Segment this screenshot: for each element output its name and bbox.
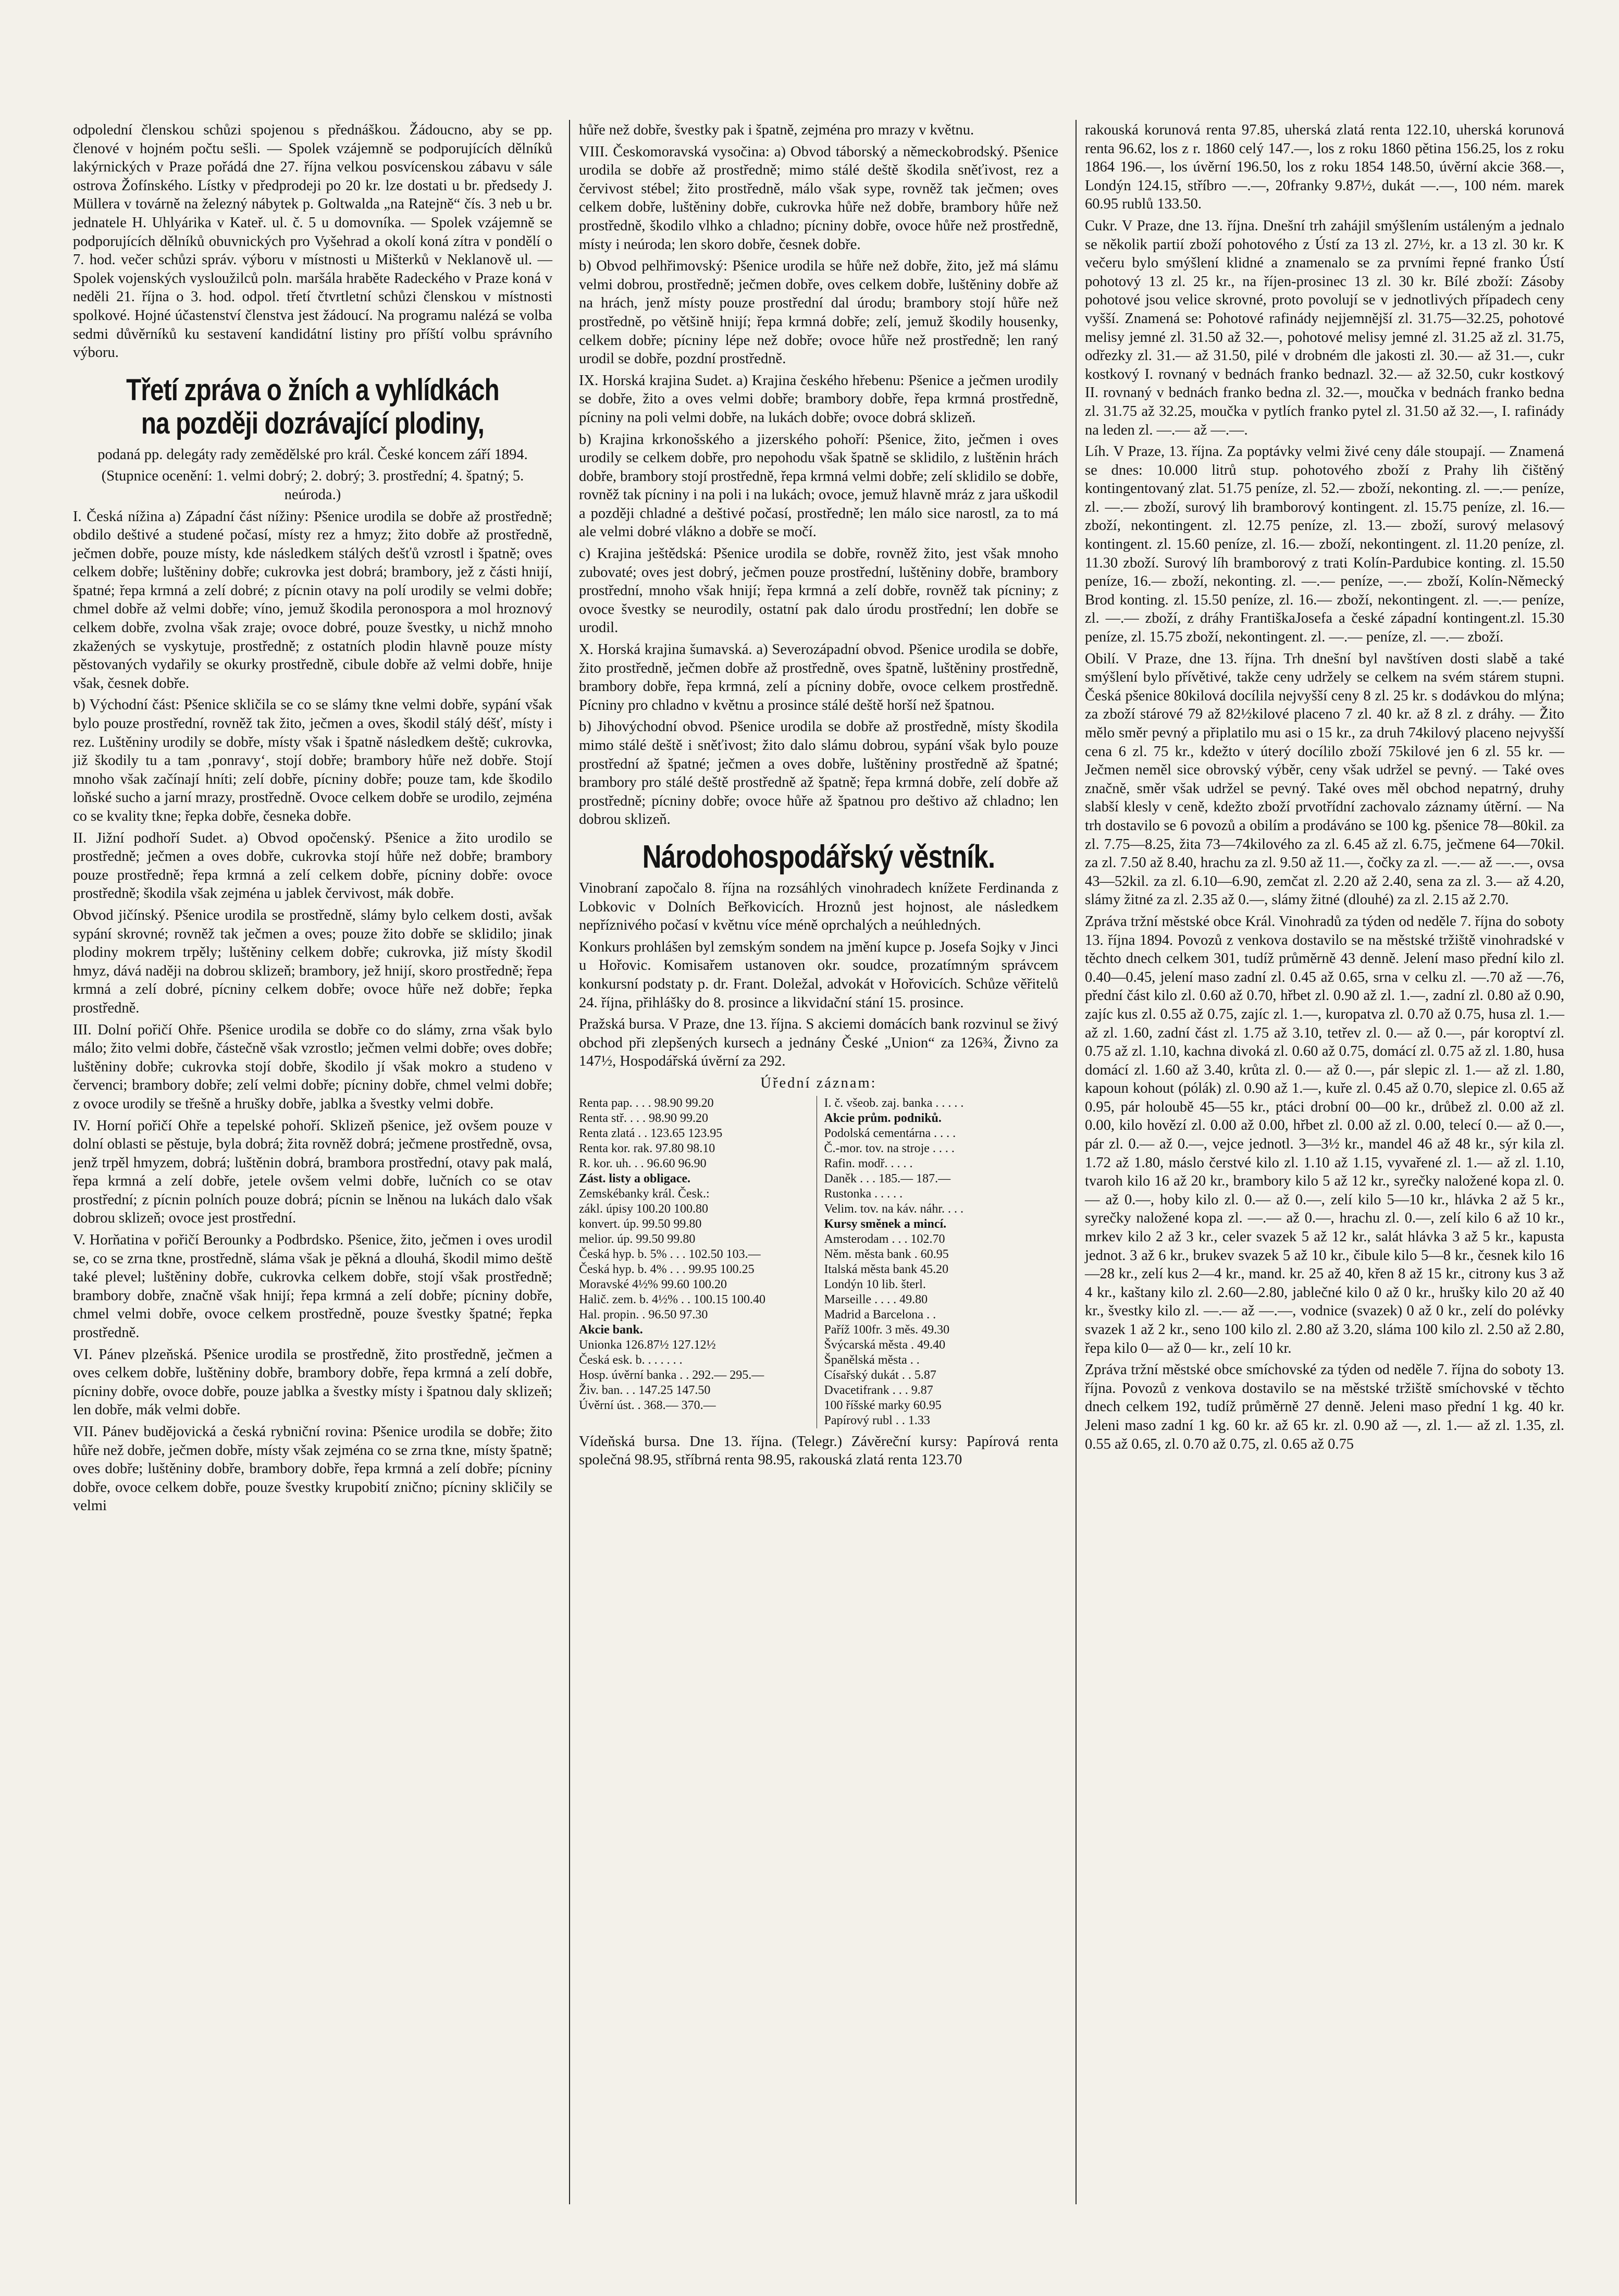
table-row: Renta stř. . . . 98.90 99.20 [579,1111,708,1125]
table-row: Zást. listy a obligace. [579,1171,690,1186]
table-row: Akcie prům. podniků. [824,1111,942,1125]
table-row: Španělská města . . [824,1353,920,1367]
market-paragraph: Líh. V Praze, 13. října. Za poptávky velmi živé ceny dále stoupají. — Znamená se dnes: 10.000 litrů stup. pohotového zboží z Prahy lih čištěný kontingentovaný zlat. 51.75 peníze, zl. 52.— zboží, nekonting. zl. —.— peníze, zl. —.— zboží, surový lih bramborový kontingent. zl. 15.75 peníze, zl. 16.— zboží, nekontingent. zl. 12.75 peníze, zl. 13.— zboží, surový melasový kontingent. zl. 15.60 peníze, zl. 16.— zboží, nekontingent. zl. 11.20 peníze, zl. 11.30 zboží. Surový líh bramborový z trati Kolín-Pardubice konting. zl. 15.50 peníze, 16.— zboží, nekonting. zl. —.— peníze, —.— zboží, Kolín-Německý Brod konting. zl. 15.50 peníze, zl. 16.— zboží, nekontingent. zl. —.— peníze, zl. —.— zboží, z dráhy FrantiškaJosefa a české západní kontingent.zl. 15.30 peníze, zl. 15.75 zboží, nekontingent. zl. —.— peníze, zl. —.— zboží. [1085,443,1564,646]
article-subhead: podaná pp. delegáty rady zemědělské pro král. České koncem září 1894. [97,446,528,463]
table-row: Marseille . . . . 49.80 [824,1292,928,1306]
report-paragraph: VIII. Českomoravská vysočina: a) Obvod táborský a německobrodský. Pšenice urodila se dobře až prostředně; mimo stálé deště škodila sněťivost, rez a červivost stébel; žito prostředně, málo však sype, rovněž tak ječmen; oves celkem dobře, luštěniny dobře, cukrovka hůře než dobře, brambory hůře než prostředně, škodilo vlhko a chladno; pícniny dobře, ovoce hůře než prostředně, místy i neúroda; len skoro dobře, česnek dobře. [579,143,1058,253]
table-row: Č.-mor. tov. na stroje . . . . [824,1141,955,1155]
report-paragraph: VI. Pánev plzeňská. Pšenice urodila se prostředně, žito prostředně, ječmen a oves celkem dobře, luštěniny dobře, brambory dobře, řepa krmná a zelí dobře, pícniny dobře, ovoce dobře, pouze jablka a švestky místy i špatnou daly sklizeň; len dobře, mák velmi dobře. [73,1346,552,1418]
table-row: Švýcarská města . 49.40 [824,1338,946,1352]
market-paragraph: rakouská korunová renta 97.85, uherská zlatá renta 122.10, uherská korunová renta 96.62, los z r. 1860 celý 147.—, los z roku 1860 pětina 156.25, los z roku 1864 196.—, los úvěrní 196.50, los z roku 1854 148.50, úvěrní akcie 368.—, Londýn 124.15, stříbro —.—, 20franky 9.87½, dukát —.—, 100 ném. marek 60.95 rublů 133.50. [1085,122,1564,213]
table-row: Česká hyp. b. 4% . . . 99.95 100.25 [579,1262,755,1276]
column-2 [579,121,1058,1473]
table-row: Renta kor. rak. 97.80 98.10 [579,1141,715,1155]
table-title: Úřední záznam: [760,1075,877,1091]
table-row: Kursy směnek a mincí. [824,1217,947,1231]
table-row: Papírový rubl . . 1.33 [824,1413,930,1427]
market-paragraph: Cukr. V Praze, dne 13. října. Dnešní trh zahájil smýšlením ustáleným a jednalo se několik partií zboží pohotového z Ústí za 13 zl. 27½, kr. a 13 zl. 30 kr. K večeru bylo smýšlení klidné a znamenalo se za prvními řepné franko Ústí pohotový 13 zl. 25 kr., na říjen-prosinec 13 zl. 30 kr. Bílé zboží: Zásoby pohotové jsou velice skrovné, proto povolují se v jednotlivých případech ceny vyšší. Znamená se: Pohotové rafinády nejjemnější zl. 31.75—32.25, pohotové melisy jemné zl. 31.50 až 32.—, pohotové melisy jemné zl. 31.25 až zl. 31.75, odřezky zl. 31.— až 31.50, pilé v drobném dle jakosti zl. 30.— až 31.—, cukr kostkový I. rovnaný v bednách franko bednazl. 32.— až 32.50, cukr kostkový II. rovnaný v bednách franko bedna zl. 32.—, moučka v bednách franko bedna zl. 31.75 až 32.25, moučka v pytlích franko pytel zl. 31.50 až 32.—, I. rafinády na leden zl. —.— až —.—. [1085,217,1564,438]
column-rule [569,120,570,2204]
table-row: Renta pap. . . . 98.90 99.20 [579,1096,714,1110]
table-row: Madrid a Barcelona . . [824,1307,936,1322]
table-right [824,1096,1059,1428]
report-paragraph: b) Jihovýchodní obvod. Pšenice urodila se dobře až prostředně, místy škodila mimo stálé deště i sněťivost; žito dalo slámu dobrou, sypání však bylo pouze prostřední až špatné; ječmen a oves dobře, luštěniny prostředně až špatné; brambory pro stálé deště prostředně až špatně; řepa krmná dobře, zelí dobře až prostředně; pícniny dobře; ovoce hůře až špatnou pro deštivo až chladno; len dobrou sklizeň. [579,719,1058,828]
table-left [579,1096,817,1428]
table-row: Zemskébanky král. Česk.: [579,1187,710,1201]
exchange-table [579,1096,1058,1428]
news-paragraph: Vinobraní započalo 8. října na rozsáhlých vinohradech knížete Ferdinanda z Lobkovic v Dolních Beřkovicích. Hroznů jest hojnost, ale následkem nepříznivého počasí v květnu více méně oprchalých a neúhledných. [579,880,1058,934]
report-paragraph: b) Krajina krkonošského a jizerského pohoří: Pšenice, žito, ječmen i oves urodily se celkem dobře, pro nepohodu však špatně se sklidilo, z luštěnin hrách dobře, brambory stojí prostředně, řepa krmná velmi dobře; zelí sklidilo se dobře, rovněž tak pícniny i na poli i na lukách; ovoce, jemuž hlavně mráz z jara uškodil a později chladné a deštivé počasí, prostředně; len málo sice narostl, za to má ale velmi dobré vlákno a dobře se močí. [579,431,1058,540]
report-paragraph: V. Horňatina v pořičí Berounky a Podbrdsko. Pšenice, žito, ječmen i oves urodil se, co se zrna tkne, prostředně, sláma však je pěkná a dlouhá, škodil mimo deště také plevel; luštěniny dobře, cukrovka celkem dobře, stojí však prostředně; brambory dobře, značně však hnijí; řepa krmná a zelí dobře; pícniny dobře, chmel velmi dobře, ovoce celkem prostředně, pouze švestky špatné; řepka prostředně. [73,1232,552,1341]
report-paragraph: X. Horská krajina šumavská. a) Severozápadní obvod. Pšenice urodila se dobře, žito prostředně, ječmen dobře až prostředně, oves špatně, luštěniny prostředně, brambory dobře, řepa krmná, zelí a pícniny dobře, ovoce celkem prostředně. Pícniny pro chladno v květnu a prosince stálé deště horší než špatnou. [579,641,1058,713]
table-row: Česká hyp. b. 5% . . . 102.50 103.— [579,1247,761,1261]
table-row: Císařský dukát . . 5.87 [824,1368,936,1382]
table-row: Podolská cementárna . . . . [824,1126,956,1140]
report-paragraph: b) Obvod pelhřimovský: Pšenice urodila se hůře než dobře, žito, jež má slámu velmi dobrou, prostředně; ječmen dobře, oves celkem dobře, luštěniny dobře až na hrách, jenž místy pouze prostřední dal úrodu; brambory stojí hůře než prostředně, po většině hnijí; řepa krmná dobře; zelí, jemuž škodily housenky, celkem dobře; pícniny lépe než dobře; ovoce hůře než prostředně; len raný urodil se dobře, pozdní prostředně. [579,258,1058,367]
report-paragraph: I. Česká nížina a) Západní část nížiny: Pšenice urodila se dobře až prostředně; obdilo deštivé a studené počasí, místy rez a hmyz; žito dobře až prostředně, ječmen dobře, pouze místy, kde následkem stálých dešťů vzrostl i špatně; oves celkem dobře; luštěniny dobře; cukrovka jest dobrá; brambory, jež z části hnijí, špatné; řepa krmná a zelí dobré; z pícnin otavy na polí urodily se velmi dobře; chmel dobře až velmi dobře; víno, jemuž škodila peronospora a mol hroznový celkem dobře, zvolna však zraje; ovoce dobré, pouze švestky, u nichž mnoho zkažených se vyskytuje, prostředně; z ostatních plodin hlavně pouze místy pěstovaných vydařily se okurky prostředně, cibule dobře až velmi dobře, hnije však, česnek dobře. [73,508,552,692]
table-row: Rustonka . . . . . [824,1187,903,1201]
table-row: Dvacetifrank . . . 9.87 [824,1383,933,1397]
table-row: 100 říšské marky 60.95 [824,1398,942,1412]
table-row: Unionka 126.87½ 127.12½ [579,1338,716,1352]
table-row: Amsterodam . . . 102.70 [824,1232,945,1246]
report-paragraph: III. Dolní pořičí Ohře. Pšenice urodila se dobře co do slámy, zrna však bylo málo; žito velmi dobře, částečně však vzrostlo; ječmen velmi dobře; oves dobře; luštěniny dobře; cukrovka stojí dobře, škodilo jí však mokro a studeno v červenci; brambory dobře; zelí velmi dobře; pícniny dobře, chmel velmi dobře; z ovoce urodily se třešně a hrušky dobře, jablka a švestky velmi dobře. [73,1021,552,1112]
table-row: R. kor. uh. . . 96.60 96.90 [579,1156,707,1170]
market-paragraph: Zpráva tržní městské obce smíchovské za týden od neděle 7. října do soboty 13. října. Povozů z venkova dostavilo se na městské tržiště smíchovské v těchto dnech celkem 192, tudíž průměrně 27 denně. Jeleni maso přední 1 kg. 40 kr. Jeleni maso zadní 1 kg. 60 kr. až 65 kr. zl. 0.90 až —, zl. 1.— až zl. 1.35, zl. 0.55 až 0.65, zl. 0.70 až 0.75, zl. 0.65 až 0.75 [1085,1362,1564,1452]
table-row: Úvěrní úst. . 368.— 370.— [579,1398,716,1412]
table-row: Moravské 4½% 99.60 100.20 [579,1277,727,1291]
table-row: zákl. úpisy 100.20 100.80 [579,1202,708,1216]
column-1 [73,121,552,1519]
table-row: Česká esk. b. . . . . . . [579,1353,683,1367]
report-paragraph: II. Jižní podhoří Sudet. a) Obvod opočenský. Pšenice a žito urodilo se prostředně; ječmen a oves dobře, cukrovka stojí hůře než dobře; brambory pouze prostředně; řepa krmná a zelí celkem dobře, pícniny dobře: ovoce prostředně; škodila však zejména u jablek červivost, mák dobře. [73,830,552,902]
report-paragraph: IX. Horská krajina Sudet. a) Krajina českého hřebenu: Pšenice a ječmen urodily se dobře, žito a oves velmi dobře; brambory dobře, řepa krmná prostředně, pícniny na poli velmi dobře, na lukách dobře; ovoce dobrá sklizeň. [579,372,1058,426]
market-paragraph: Obilí. V Praze, dne 13. října. Trh dnešní byl navštíven dosti slabě a také smýšlení bylo přívětivé, takže ceny udržely se celkem na svém stárem stupni. Česká pšenice 80kilová docílila nejvyšší ceny 8 zl. 25 kr. s dodávkou do mlýna; za zboží stárové 79 až 82½kilové placeno 7 zl. 40 kr. až 8 zl. z dráhy. — Žito mělo směr pevný a připlatilo mu asi o 15 kr., za druh 74kilový placeno nejvyšší cena 6 zl. 75 kr., kdežto v úterý docílilo zboží 75kilové jen 6 zl. 55 kr. — Ječmen neměl sice obrovský výběr, ceny však udržel se pevný. — Také oves značně, směr však udržel se pevný. Také oves měl obchod nepatrný, druhy slabší klesly v ceně, kdežto zboží prvotřídní zachovalo záznamy útěrní. — Na trh dostavilo se 6 povozů a obilím a prodáváno se 100 kg. pšenice 78—80kil. za zl. 7.75—8.25, žita 73—74kilového za zl. 6.45 až zl. 6.75, ječmene 64—70kil. za zl. 7.50 až 8.40, hrachu za zl. 9.50 až 11.—, čočky za zl. —.— až —.—, ovsa 43—52kil. za zl. 6.10—6.90, zemčat zl. 2.20 až 2.40, sena za zl. 3.— až 4.20, slámy žitné za zl. 2.35 až 0.—, slámy žitné (dlouhé) za zl. 2.15 až 2.70. [1085,650,1564,908]
table-row: Londýn 10 lib. šterl. [824,1277,926,1291]
table-row: Paříž 100fr. 3 měs. 49.30 [824,1323,950,1337]
market-paragraph: Zpráva tržní městské obce Král. Vinohradů za týden od neděle 7. října do soboty 13. října 1894. Povozů z venkova dostavilo se na městské tržiště vinohradské v těchto dnech celkem 301, tudíž průměrně 43 denně. Jelení maso přední kilo zl. 0.40—0.45, jelení maso zadní zl. 0.45 až 0.65, srna v celku zl. —.70 až —.76, přední část kilo zl. 0.60 až 0.70, hřbet zl. 0.90 až zl. 1.—, zadní zl. 0.80 až 0.90, zajíc kus zl. 0.55 až 0.75, zajíc zl. 1.—, kuropatva zl. 0.70 až 0.75, husa zl. 1.— až zl. 1.60, zadní část zl. 1.75 až 3.10, tetřev zl. 0.— až 0.—, pár koroptví zl. 0.75 až zl. 1.10, kachna divoká zl. 0.60 až 0.75, domácí zl. 0.75 až zl. 1.80, husa domácí zl. 1.60 až 3.40, krůta zl. 0.— až 0.—, pár slepic zl. 1.— až zl. 1.80, kapoun kohout (pólák) zl. 0.90 až 1.—, kuře zl. 0.45 až 0.70, slepice zl. 0.65 až 0.95, pár holoubě 45—55 kr., ptáci drobní 00—00 kr., drůbež zl. 0.00 až zl. 0.00, kilo hovězí zl. 0.00 až 0.00, hřbet zl. 0.00 až zl. 0.00, telecí 0.— až 0.—, pár zl. 0.— až 0.—, vejce jednotl. 3—3½ kr., mandel 46 až 48 kr., sýr kila zl. 1.72 až 1.80, máslo čerstvé kilo zl. 1.10 až 1.15, vyvařené zl. 1.— až zl. 1.10, tvaroh kilo 16 až 20 kr., brambory kilo 5 až 12 kr., syrečky naložené kopa zl. 0.— až 0.—, hoby kilo zl. 0.— až 0.—, zelí kilo 5—10 kr., hlávka 2 až 5 kr., syrečky naložené kopa zl. —.— až 0.—, hrachu zl. 0.—, zelí kilo 6 až 10 kr., mrkev kilo 2 až 3 kr., celer svazek 5 až 12 kr., salát hlávka 3 až 5 kr., kapusta jednot. 3 až 6 kr., brukev svazek 5 až 10 kr., čibule kilo 5—8 kr., česnek kilo 16—28 kr., zelí kus 2—4 kr., mand. kr. 25 až 40, křen 8 až 15 kr., citrony kus 3 až 4 kr., kaštany kilo zl. 2.60—2.80, jablečné kilo 0 až 0 kr., hrušky kilo 20 až 40 kr., švestky kilo zl. —.— až —.—, vodnice (svazek) 0 až 0 kr., zelí do polévky svazek 1 až 2 kr., seno 100 kilo zl. 2.80 až 3.20, sláma 100 kilo zl. 2.50 až 2.80, řepa kilo 0— až 0— kr., zelí 10 kr. [1085,913,1564,1356]
club-notices: odpolední členskou schůzi spojenou s přednáškou. Žádoucno, aby se pp. členové v hojném počtu sešli. — Spolek vzájemně se podporujících dělníků lakýrnických v Praze pořádá dne 27. října velkou posvícenskou zábavu v sále ostrova Žofínského. Lístky v předprodeji po 20 kr. lze dostati u br. předsedy J. Müllera v továrně na železný nábytek p. Goltwalda „na Ratejně“ čís. 3 neb u br. jednatele H. Uhlyárika v Kateř. ul. č. 5 u domovníka. — Spolek vzájemně se podporujících dělníků obuvnických pro Vyšehrad a okolí koná zítra v pondělí o 7. hod. večer schůzi správ. výboru v místnosti u Mišterků v Neklanově ul. — Spolek vojenských vysloužilců poln. maršála hraběte Radeckého v Praze koná v neděli 21. října o 3. hod. odpol. třetí čtvrtletní schůzi členskou v místnosti spolkové. Hojné účastenství členstva jest žádoucí. Na programu nalézá se volba sedmi důvěrníků ku sestavení kandidátní listiny pro příští volbu správního výboru. [73,122,552,361]
report-paragraph: VII. Pánev budějovická a česká rybniční rovina: Pšenice urodila se dobře; žito hůře než dobře, ječmen dobře, místy však zejména co se zrna tkne, místy špatně; oves dobře; luštěniny dobře, brambory dobře, řepa krmná a zelí dobře; pícniny dobře, ovoce celkem dobře, pouze švestky krupobití znično; pícniny skličily se velmi [73,1424,552,1514]
article-headline: Třetí zpráva o žních a vyhlídkách na později dozrávající plodiny, [126,373,499,440]
section-headline: Národohospodářský věstník. [642,838,995,875]
news-paragraph: Pražská bursa. V Praze, dne 13. října. S akciemi domácích bank rozvinul se živý obchod při zlepšených kursech a jednány České „Union“ za 126¾, Živno za 147½, Hospodářská úvěrní za 292. [579,1016,1058,1070]
table-row: Živ. ban. . . 147.25 147.50 [579,1383,711,1397]
report-paragraph: hůře než dobře, švestky pak i špatně, zejména pro mrazy v květnu. [579,122,974,138]
table-row: Hal. propin. . 96.50 97.30 [579,1307,708,1322]
column-3 [1085,121,1564,1456]
report-paragraph: c) Krajina ještědská: Pšenice urodila se dobře, rovněž žito, jest však mnoho zubovaté; oves jest dobrý, ječmen pouze prostřední, luštěniny dobře, brambory prostřední, mnoho však hnijí; řepa krmná a zelí dobře, rovněž tak pícniny; z ovoce švestky se neurodily, ostatní pak dalo úrodu prostřední; len dobře se urodil. [579,546,1058,636]
table-row: Renta zlatá . . 123.65 123.95 [579,1126,723,1140]
report-paragraph: IV. Horní pořičí Ohře a tepelské pohoří. Sklizeň pšenice, jež ovšem pouze v dolní oblasti se pěstuje, byla dobrá; žita rovněž dobrá; ječmene prostředně, ovsa, jenž trpěl hmyzem, dobrá; luštěnin dobrá, brambora prostřední, otavy pak malá, řepa krmná a zelí dobře, jetele ovšem velmi dobře, lučních co se otav prostřední; z pícnin polních pouze dobrá; pícnin se lněnou na lukách dalo však dobrou sklizeň; ovoce jest prostřední. [73,1117,552,1227]
report-paragraph: Obvod jičínský. Pšenice urodila se prostředně, slámy bylo celkem dosti, avšak sypání skrovné; rovněž tak ječmen a oves; pouze žito dobře se sklidilo; jinak plodiny mokrem trpěly; luštěniny celkem dobře; cukrovka, již místy škodil hmyz, dává naději na dobrou sklizeň; brambory, jež hnijí, skoro prostředně; řepa krmná a zelí dobré, pícniny celkem dobře; ovoce hůře než dobře; řepka prostředně. [73,907,552,1016]
news-paragraph: Konkurs prohlášen byl zemským sondem na jmění kupce p. Josefa Sojky v Jinci u Hořovic. Komisařem ustanoven okr. soudce, prozatímným správcem konkursní podstaty p. dr. Frant. Doležal, advokát v Hořovicích. Schůze věřitelů 24. října, přihlášky do 8. prosince a likvidační stání 15. prosince. [579,939,1058,1011]
table-row: Něm. města bank . 60.95 [824,1247,949,1261]
table-row: Rafin. modř. . . . . [824,1156,913,1170]
news-paragraph: Vídeňská bursa. Dne 13. října. (Telegr.) Závěreční kursy: Papírová renta společná 98.95, stříbrná renta 98.95, rakouská zlatá renta 123.70 [579,1433,1058,1468]
report-paragraph: b) Východní část: Pšenice skličila se co se slámy tkne velmi dobře, sypání však bylo pouze prostřední, rovněž tak žito, ječmen a oves, škodil stálý déšť, místy i rez. Luštěniny urodily se dobře, místy však i špatně následkem deště; cukrovka, již škodily tu a tam ‚ponravy‘, stojí dobře; brambory hůře než dobře. Stojí mnoho však začínají hníti; zelí dobře, pícniny dobře; pouze tam, kde škodilo loňské sucho a jarní mrazy, prostředně. Ovoce celkem dobře se urodilo, zejména co se kvality tkne; řepka dobře, česneka dobře. [73,697,552,824]
table-row: Halič. zem. b. 4½% . . 100.15 100.40 [579,1292,765,1306]
table-row: Daněk . . . 185.— 187.— [824,1171,951,1186]
table-row: Velim. tov. na káv. náhr. . . . [824,1202,964,1216]
table-row: melior. úp. 99.50 99.80 [579,1232,696,1246]
table-row: I. č. všeob. zaj. banka . . . . . [824,1096,964,1110]
table-row: Akcie bank. [579,1323,643,1337]
column-rule [1076,120,1077,2204]
table-row: konvert. úp. 99.50 99.80 [579,1217,702,1231]
table-row: Italská města bank 45.20 [824,1262,949,1276]
rating-scale: (Stupnice ocenění: 1. velmi dobrý; 2. dobrý; 3. prostřední; 4. špatný; 5. neúroda.) [101,468,524,503]
table-row: Hosp. úvěrní banka . . 292.— 295.— [579,1368,764,1382]
